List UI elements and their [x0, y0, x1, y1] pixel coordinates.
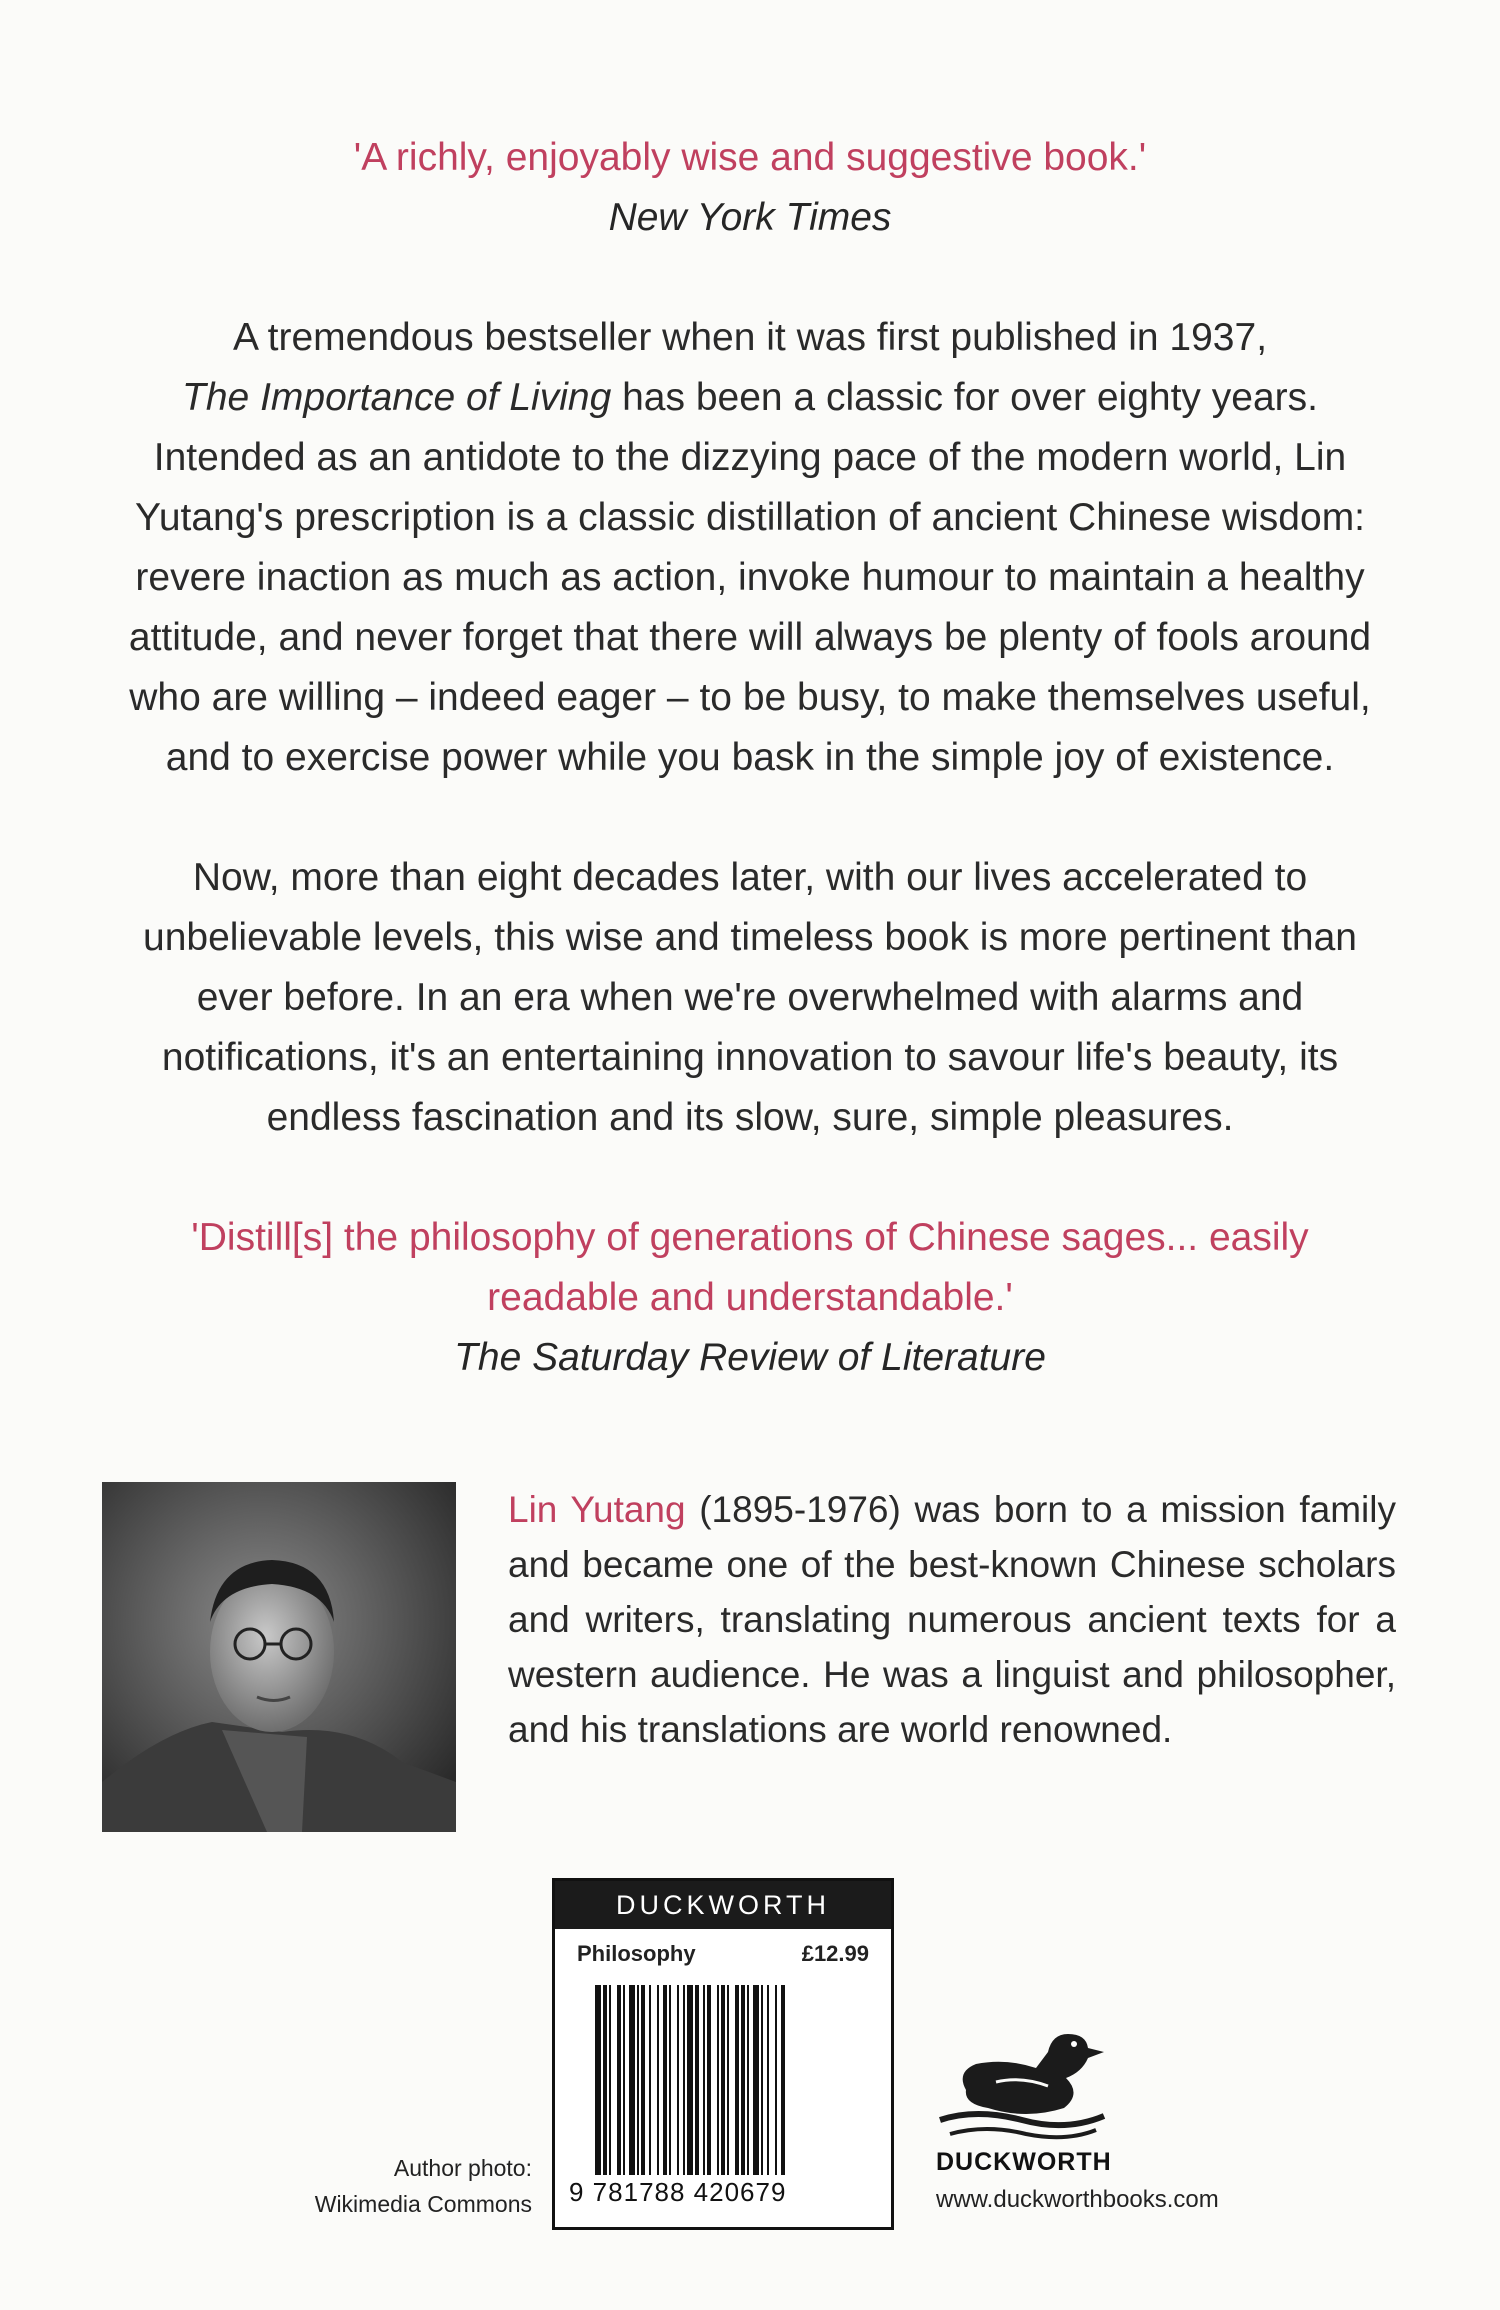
barcode-bar [741, 1985, 745, 2175]
opening-quote: 'A richly, enjoyably wise and suggestive book.' [353, 136, 1147, 179]
barcode-bar [703, 1985, 705, 2175]
barcode-info-row [555, 1929, 891, 1979]
barcode-bar [617, 1985, 621, 2175]
para2-line: unbelievable levels, this wise and timeless book is more pertinent than [143, 916, 1357, 959]
barcode-bar [683, 1985, 685, 2175]
barcode-bar [687, 1985, 693, 2175]
photo-credit [315, 2150, 532, 2222]
publisher-name: DUCKWORTH [936, 2148, 1112, 2176]
barcode-panel [552, 1878, 894, 2230]
photo-credit-line: Wikimedia Commons [314, 2191, 532, 2217]
barcode-bar [727, 1985, 729, 2175]
barcode-bar [641, 1985, 645, 2175]
barcode-bar [663, 1985, 667, 2175]
barcode-bar [609, 1985, 611, 2175]
opening-quote-source: New York Times [608, 196, 892, 239]
barcode-bar [721, 1985, 725, 2175]
author-bio [508, 1482, 1396, 1757]
para2-line: ever before. In an era when we're overwhelmed with alarms and [196, 976, 1304, 1019]
closing-quote [0, 1208, 1500, 1328]
barcode-bar [735, 1985, 739, 2175]
para1-line: The Importance of Living has been a classic for over eighty years. [182, 376, 1318, 419]
duck-logo-icon [936, 2012, 1108, 2142]
barcode-bar [677, 1985, 679, 2175]
para2-line: endless fascination and its slow, sure, simple pleasures. [266, 1096, 1234, 1139]
closing-quote-source: The Saturday Review of Literature [454, 1336, 1046, 1379]
barcode-category: Philosophy [577, 1941, 696, 1966]
barcode-bar [595, 1985, 601, 2175]
barcode-bar [637, 1985, 639, 2175]
description-paragraph-1 [0, 308, 1500, 788]
author-bio-text: (1895-1976) was born to a mission family and became one of the best-known Chinese scholars and writers, translating numerous ancient texts for a western audience. He was a linguist and philosopher, and his translations are world renowned. [508, 1489, 1397, 1750]
barcode-bar [761, 1985, 763, 2175]
barcode-bar [603, 1985, 607, 2175]
para1-line: revere inaction as much as action, invoke humour to maintain a healthy [135, 556, 1365, 599]
barcode-bar [623, 1985, 625, 2175]
barcode-bar [767, 1985, 769, 2175]
barcode-publisher: DUCKWORTH [555, 1881, 891, 1929]
para2-line: notifications, it's an entertaining innovation to savour life's beauty, its [161, 1036, 1339, 1079]
barcode-bar [753, 1985, 759, 2175]
barcode-bar [707, 1985, 711, 2175]
para1-line: attitude, and never forget that there will always be plenty of fools around [128, 616, 1372, 659]
para2-line: Now, more than eight decades later, with our lives accelerated to [192, 856, 1308, 899]
para1-line: who are willing – indeed eager – to be busy, to make themselves useful, [129, 676, 1371, 719]
barcode-bar [695, 1985, 699, 2175]
book-title: The Importance of Living [182, 376, 612, 419]
barcode-price: £12.99 [801, 1941, 869, 1966]
para1-line: Intended as an antidote to the dizzying pace of the modern world, Lin [153, 436, 1347, 479]
closing-quote-line: readable and understandable.' [487, 1276, 1013, 1319]
barcode-bar [717, 1985, 719, 2175]
photo-credit-line: Author photo: [393, 2155, 532, 2181]
barcode-bar [669, 1985, 671, 2175]
barcode-bars [595, 1985, 851, 2175]
para1-line: A tremendous bestseller when it was first published in 1937, [232, 316, 1268, 359]
author-name: Lin Yutang [508, 1489, 686, 1530]
closing-quote-line: 'Distill[s] the philosophy of generations of Chinese sages... easily [191, 1216, 1309, 1259]
barcode-bar [747, 1985, 749, 2175]
barcode-digits: 9 781788 420679 [569, 2177, 787, 2207]
para1-line: and to exercise power while you bask in the simple joy of existence. [165, 736, 1335, 779]
barcode-bar [629, 1985, 635, 2175]
para1-line: Yutang's prescription is a classic distillation of ancient Chinese wisdom: [134, 496, 1366, 539]
publisher-url: www.duckworthbooks.com [936, 2186, 1219, 2213]
description-paragraph-2 [0, 848, 1500, 1148]
barcode-bar [775, 1985, 777, 2175]
author-photo [102, 1482, 456, 1832]
barcode-bar [657, 1985, 659, 2175]
barcode-bar [781, 1985, 785, 2175]
barcode-bar [649, 1985, 651, 2175]
